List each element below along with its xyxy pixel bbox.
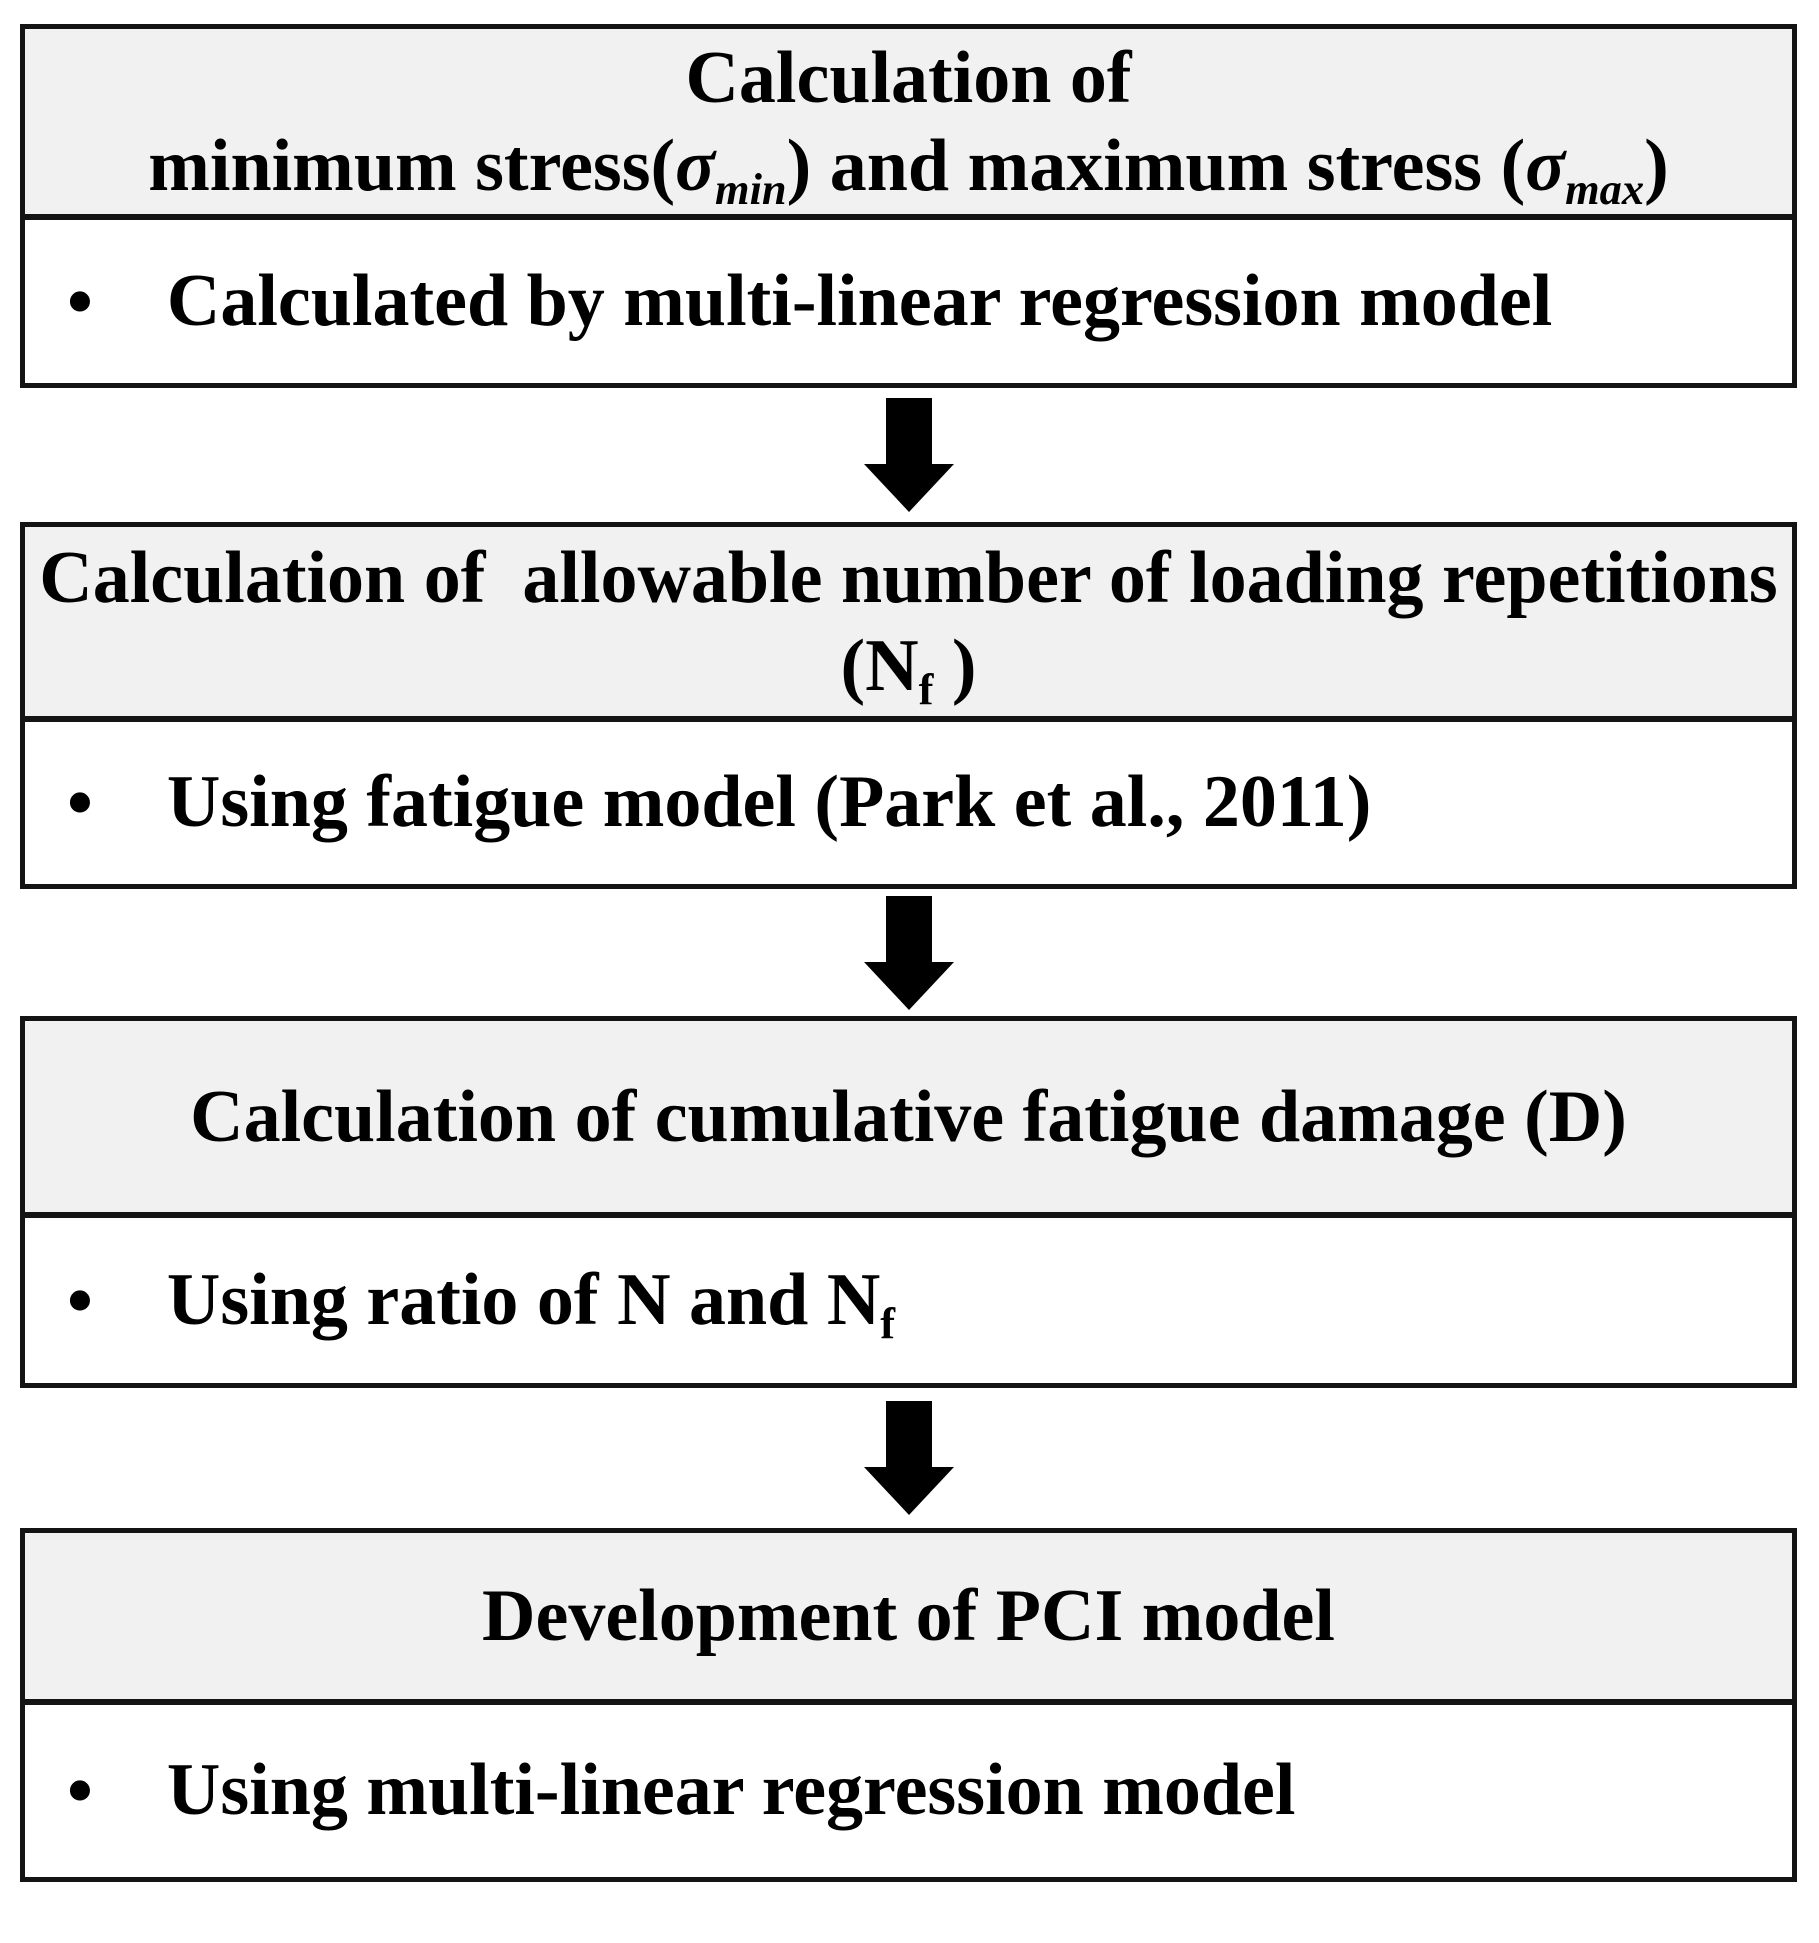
header-text: ) — [1644, 124, 1669, 207]
down-arrow-icon — [864, 896, 954, 1010]
arrow-shaft — [886, 896, 932, 962]
header-line-2 — [840, 622, 977, 714]
nf-subscript: f — [880, 1298, 896, 1348]
flow-box-stress-calculation — [20, 24, 1797, 388]
header-text: ) and maximum stress ( — [786, 124, 1526, 207]
header-text: Development of PCI model — [482, 1575, 1335, 1657]
bullet-icon: • — [67, 260, 93, 343]
box-body-loading-repetitions — [25, 722, 1792, 884]
header-line-1 — [482, 1572, 1335, 1660]
header-line-2 — [148, 122, 1669, 214]
arrow-shaft — [886, 1401, 932, 1467]
bullet-icon: • — [67, 1259, 93, 1342]
box-header-stress-calculation — [25, 29, 1792, 220]
bullet-text: Using fatigue model (Park et al., 2011) — [166, 761, 1372, 844]
header-text: Calculation of allowable number of loading repetitions — [39, 536, 1778, 619]
flow-box-pci-model — [20, 1528, 1797, 1882]
flow-box-fatigue-damage — [20, 1016, 1797, 1388]
box-header-fatigue-damage — [25, 1021, 1792, 1218]
header-text: ) — [933, 624, 977, 707]
header-line-1 — [190, 1073, 1627, 1161]
connector-2 — [20, 889, 1797, 1016]
header-text: Calculation of — [685, 36, 1132, 119]
header-text: Calculation of cumulative fatigue damage (D) — [190, 1075, 1627, 1158]
nf-subscript: f — [918, 663, 934, 714]
bullet-icon: • — [67, 1750, 93, 1832]
arrow-head — [864, 1467, 954, 1515]
flowchart — [20, 24, 1797, 1882]
down-arrow-icon — [864, 1401, 954, 1515]
sigma-min-symbol: σ — [675, 124, 716, 207]
bullet-text: Using multi-linear regression model — [166, 1749, 1296, 1832]
sigma-min-subscript: min — [715, 163, 787, 214]
box-header-loading-repetitions — [25, 527, 1792, 722]
down-arrow-icon — [864, 398, 954, 512]
box-body-pci-model — [25, 1705, 1792, 1877]
bullet-text: Calculated by multi-linear regression model — [166, 259, 1553, 342]
arrow-shaft — [886, 398, 932, 464]
sigma-max-subscript: max — [1565, 163, 1645, 214]
header-line-1 — [39, 534, 1777, 622]
bullet-icon: • — [67, 762, 93, 844]
body-text-main: Using ratio of N and N — [166, 1258, 881, 1341]
connector-1 — [20, 388, 1797, 522]
header-line-1 — [685, 34, 1131, 122]
connector-3 — [20, 1388, 1797, 1528]
arrow-head — [864, 962, 954, 1010]
box-body-fatigue-damage — [25, 1218, 1792, 1383]
header-text: (N — [840, 624, 919, 707]
flow-box-loading-repetitions — [20, 522, 1797, 889]
box-header-pci-model — [25, 1533, 1792, 1705]
header-text: minimum stress( — [148, 124, 676, 207]
arrow-head — [864, 464, 954, 512]
box-body-stress-calculation — [25, 220, 1792, 383]
bullet-text — [166, 1258, 896, 1348]
sigma-max-symbol: σ — [1525, 124, 1566, 207]
